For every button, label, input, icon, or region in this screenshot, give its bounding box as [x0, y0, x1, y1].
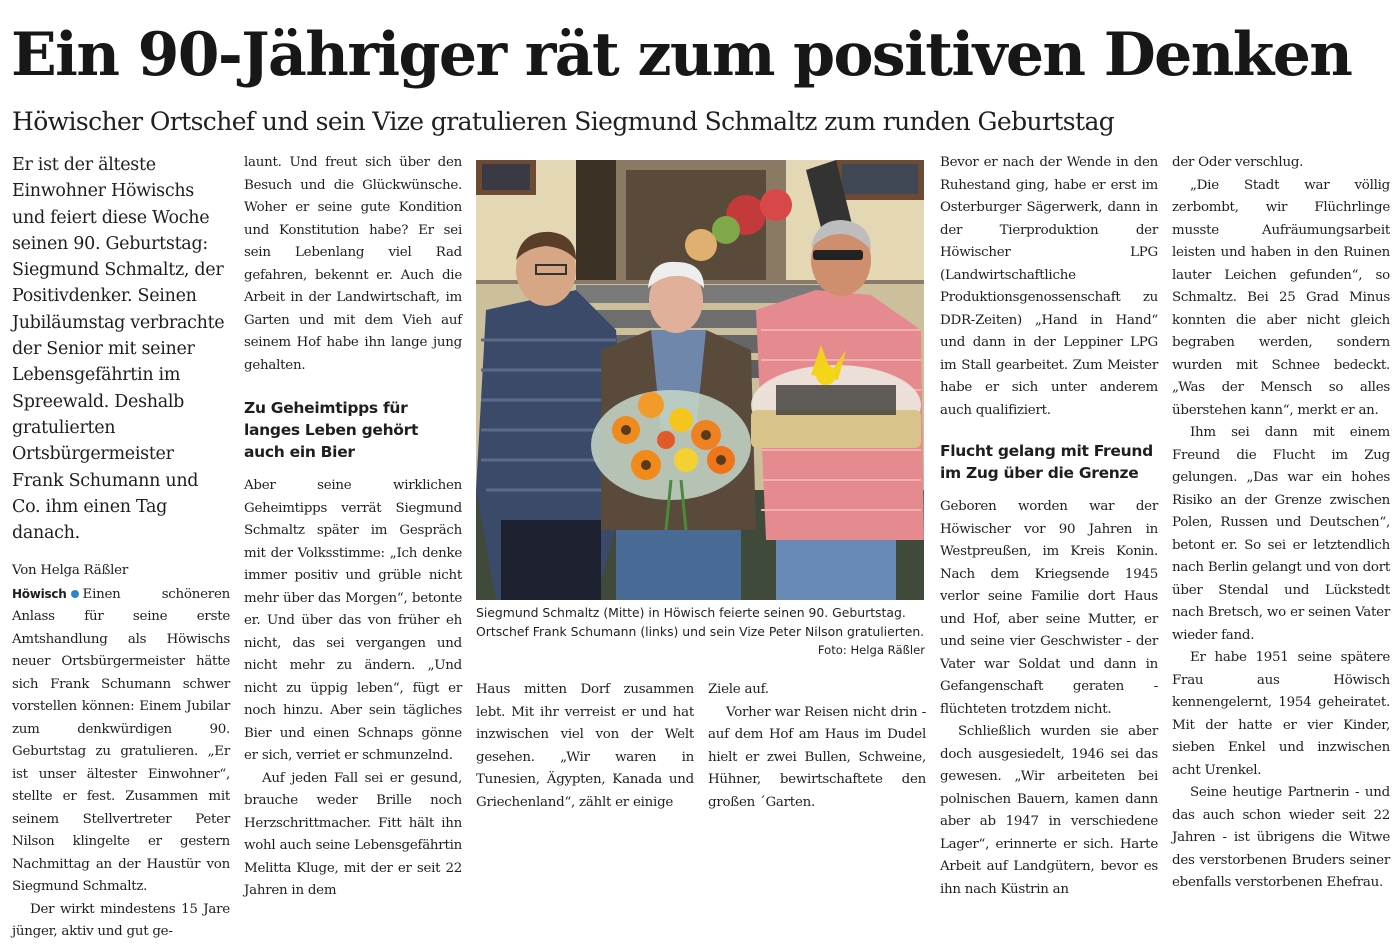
paragraph-10: Ihm sei dann mit einem Freund die Flucht im Zug gelungen. „Das war ein hohes Risiko an der Grenze zwischen Polen, Russen und Deutschen“, betont er. So sei er letztendlich nach Berlin gelangt und von dort über Stendal und Lückstedt nach Bretsch, wo er seinen Vater wieder fand.	[1172, 425, 1390, 643]
paragraph-4c: Ziele auf.	[708, 682, 769, 697]
paragraph-2a: Der wirkt mindestens 15 Jare jünger, aktiv und gut ge-	[12, 901, 230, 940]
dateline: Höwisch	[12, 586, 67, 601]
photo-credit: Foto: Helga Räßler	[817, 643, 925, 657]
paragraph-3: Aber seine wirklichen Geheimtipps verrät Siegmund Schmaltz später im Gespräch mit der Volksstimme: „Ich denke immer positiv und grüble nicht mehr über das Morgen“, betonte er. Und über das von früher eh nicht, das sei vergangen und nicht mehr zu ändern. „Und nicht zu üppig leben“, fügt er noch hinzu. Aber sein tägliches Bier und einen Schnaps gönne er sich, verriet er schmunzelnd.	[244, 478, 462, 763]
byline: Von Helga Räßler	[12, 563, 129, 579]
column-5	[940, 152, 1158, 901]
column-3	[476, 679, 694, 814]
column-1	[12, 152, 230, 944]
paragraph-5: Vorher war Reisen nicht drin - auf dem Hof am Haus im Dudel hielt er zwei Bullen, Schweine, Hühner, bewirtschaftete den großen ´Garten.	[708, 704, 926, 810]
subhead-flucht: Flucht gelang mit Freund im Zug über die Grenze	[940, 442, 1153, 482]
subheadline: Höwischer Ortschef und sein Vize gratulieren Siegmund Schmaltz zum runden Geburtstag	[12, 107, 1115, 136]
paragraph-2b: launt. Und freut sich über den Besuch und die Glückwünsche. Woher er seine gute Kondition und Konstitution habe? Er sei sein Lebenlang viel Rad gefahren, bekennt er. Auch die Arbeit in der Landwirtschaft, im Garten und mit dem Vieh auf seinem Hof habe ihn lange jung gehalten.	[244, 155, 462, 373]
paragraph-6: Bevor er nach der Wende in den Ruhestand ging, habe er erst im Osterburger Sägerwerk, dann in der Tierproduktion der Höwischer LPG (Landwirtschaftliche Produktionsgenossenschaft zu DDR-Zeiten) „Hand in Hand“ und dann in der Leppiner LPG im Stall gearbeitet. Zum Meister habe er sich unter anderem auch qualifiziert.	[940, 155, 1158, 418]
paragraph-4b: Haus mitten Dorf zusammen lebt. Mit ihr verreist er und hat inzwischen viel von der Welt gesehen. „Wir waren in Tunesien, Ägypten, Kanada und Griechenland“, zählt er einige	[476, 682, 694, 810]
paragraph-12: Seine heutige Partnerin - und das auch schon wieder seit 22 Jahren - ist übrigens die Witwe des verstorbenen Bruders seiner ebenfalls verstorbenen Ehefrau.	[1172, 785, 1390, 890]
photo-caption: Siegmund Schmaltz (Mitte) in Höwisch feierte seinen 90. Geburtstag. Ortschef Frank Schumann (links) und sein Vize Peter Nilson gratulierten.	[476, 605, 925, 639]
paragraph-9: „Die Stadt war völlig zerbombt, wir Flüchrlinge musste Aufräumungsarbeit leisten und haben in den Ruinen lauter Leichen gefunden“, so Schmaltz. Bei 25 Grad Minus konnten die aber nicht gleich begraben werden, sondern wurden mit Schnee bedeckt. „Was der Mensch so alles überstehen kann“, merkt er an.	[1172, 177, 1390, 418]
column-2	[244, 152, 462, 903]
paragraph-8b: der Oder verschlug.	[1172, 155, 1304, 170]
paragraph-4a: Auf jeden Fall sei er gesund, brauche weder Brille noch Herzschrittmacher. Fitt hält ihn wohl auch seine Lebensgefährtin Melitta Kluge, mit der er seit 22 Jahren in dem	[244, 770, 462, 898]
dateline-dot-icon	[71, 590, 79, 598]
headline: Ein 90-Jähriger rät zum positiven Denken	[11, 20, 1352, 90]
column-4	[708, 679, 926, 814]
lead-paragraph: Er ist der älteste Einwohner Höwischs und feiert diese Woche seinen 90. Geburtstag: Siegmund Schmaltz, der Positivdenker. Seinen Jubiläumstag verbrachte der Senior mit seiner Lebensgefährtin im Spreewald. Deshalb gratulierten Ortsbürgermeister Frank Schumann und Co. ihm einen Tag danach.	[12, 155, 225, 544]
paragraph-8a: Schließlich wurden sie aber doch ausgesiedelt, 1946 sei das gewesen. „Wir arbeiteten bei polnischen Bauern, kamen dann aber ab 1947 in verschiedene Lager“, erinnerte er sich. Harte Arbeit auf Landgütern, bevor es ihn nach Küstrin an	[940, 724, 1158, 897]
subhead-geheimtipps: Zu Geheimtipps für langes Leben gehört auch ein Bier	[244, 399, 419, 461]
paragraph-11: Er habe 1951 seine spätere Frau aus Höwisch kennengelernt, 1954 geheiratet. Mit der hatte er vier Kinder, sieben Enkel und inzwischen acht Urenkel.	[1172, 650, 1390, 778]
article-photo	[476, 160, 924, 600]
paragraph-7: Geboren worden war der Höwischer vor 90 Jahren in Westpreußen, im Kreis Konin. Nach dem Kriegsende 1945 verlor seine Familie dort Haus und Hof, aber seine Mutter, er und seine vier Geschwister - der Vater war Soldat und dann in Gefangenschaft geraten - flüchteten trotzdem nicht.	[940, 499, 1158, 717]
column-6	[1172, 152, 1390, 895]
photo-three-men-icon	[476, 160, 924, 600]
paragraph-1: Einen schöneren Anlass für seine erste Amtshandlung als Höwischs neuer Ortsbürgermeister hätte sich Frank Schumann schwer vorstellen können: Einem Jubilar zum denkwürdigen 90. Geburtstag zu gratulieren. „Er ist unser ältester Einwohner“, stellte er fest. Zusammen mit seinem Stellvertreter Peter Nilson klingelte er gestern Nachmittag an der Haustür von Siegmund Schmaltz.	[12, 586, 230, 895]
